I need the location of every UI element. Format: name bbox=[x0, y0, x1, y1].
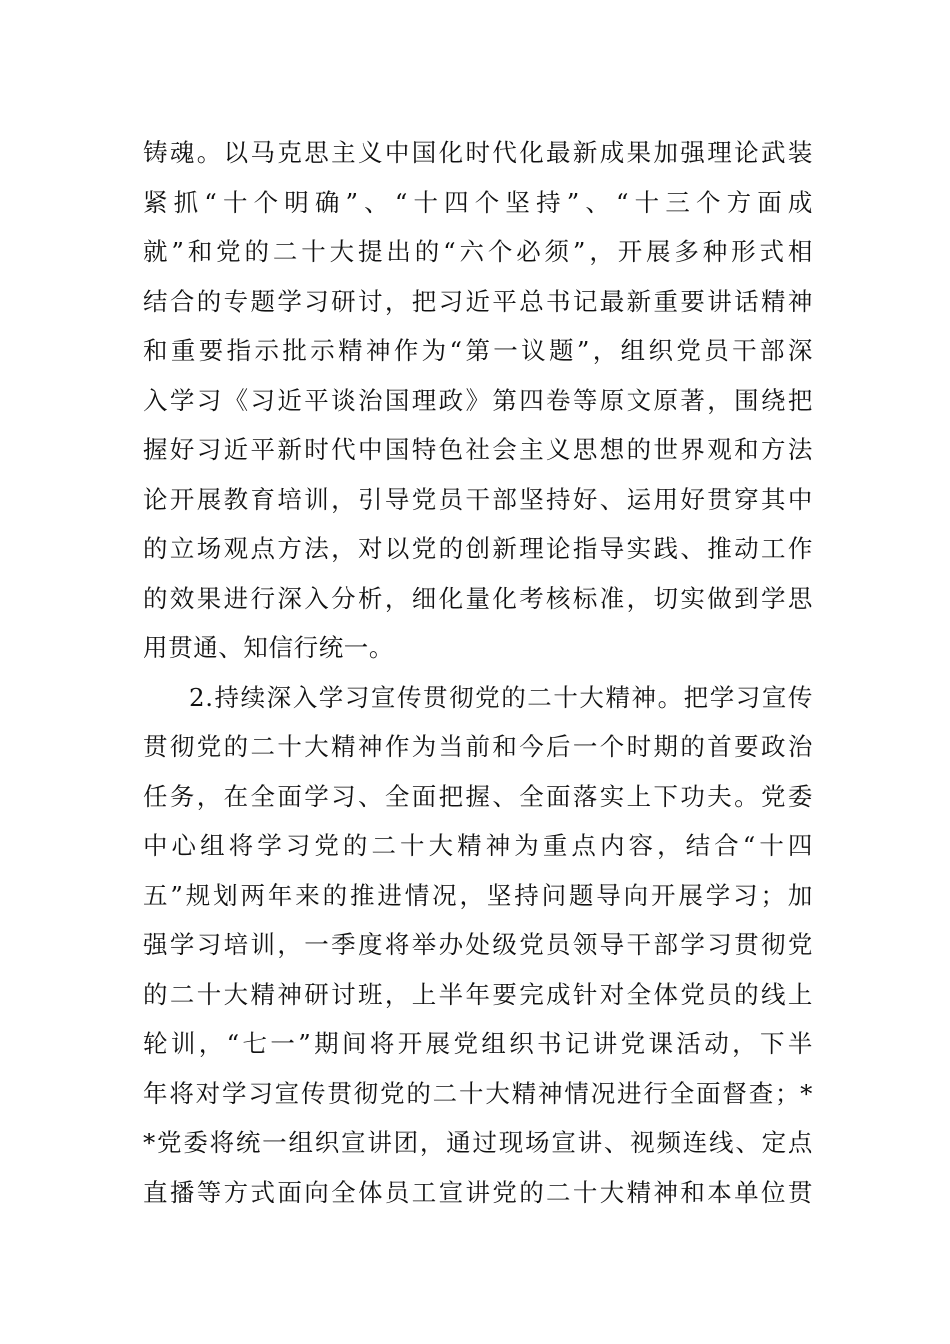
body-text bbox=[143, 128, 813, 1217]
text-line: 紧抓“十个明确”、“十四个坚持”、“十三个方面成 bbox=[143, 187, 813, 217]
text-line: 入学习《习近平谈治国理政》第四卷等原文原著，围绕把 bbox=[143, 385, 813, 415]
text-line: 的二十大精神研讨班，上半年要完成针对全体党员的线上 bbox=[143, 979, 813, 1009]
text-line: 用贯通、知信行统一。 bbox=[143, 633, 394, 662]
text-line: *党委将统一组织宣讲团，通过现场宣讲、视频连线、定点 bbox=[143, 1128, 813, 1157]
text-line: 年将对学习宣传贯彻党的二十大精神情况进行全面督查；* bbox=[143, 1078, 813, 1108]
paragraph-heading-line: 2.持续深入学习宣传贯彻党的二十大精神。把学习宣传 bbox=[189, 682, 813, 712]
text-line: 的立场观点方法，对以党的创新理论指导实践、推动工作 bbox=[143, 534, 813, 563]
text-line: 铸魂。以马克思主义中国化时代化最新成果加强理论武装 bbox=[143, 138, 813, 167]
text-line: 握好习近平新时代中国特色社会主义思想的世界观和方法 bbox=[143, 435, 813, 464]
text-line: 论开展教育培训，引导党员干部坚持好、运用好贯穿其中 bbox=[143, 484, 813, 514]
text-line: 任务，在全面学习、全面把握、全面落实上下功夫。党委 bbox=[143, 781, 813, 811]
text-line: 五”规划两年来的推进情况，坚持问题导向开展学习；加 bbox=[143, 880, 813, 910]
text-line: 结合的专题学习研讨，把习近平总书记最新重要讲话精神 bbox=[143, 286, 813, 316]
text-line: 就”和党的二十大提出的“六个必须”，开展多种形式相 bbox=[143, 237, 813, 266]
text-line: 中心组将学习党的二十大精神为重点内容，结合“十四 bbox=[143, 831, 813, 860]
paragraph-1 bbox=[143, 128, 813, 673]
text-line: 直播等方式面向全体员工宣讲党的二十大精神和本单位贯 bbox=[143, 1177, 813, 1207]
text-line: 强学习培训，一季度将举办处级党员领导干部学习贯彻党 bbox=[143, 930, 813, 959]
text-line: 和重要指示批示精神作为“第一议题”，组织党员干部深 bbox=[143, 336, 813, 365]
paragraph-2 bbox=[143, 673, 813, 1218]
text-line: 的效果进行深入分析，细化量化考核标准，切实做到学思 bbox=[143, 583, 813, 613]
text-line: 贯彻党的二十大精神作为当前和今后一个时期的首要政治 bbox=[143, 732, 813, 761]
text-line: 轮训，“七一”期间将开展党组织书记讲党课活动，下半 bbox=[143, 1029, 813, 1058]
